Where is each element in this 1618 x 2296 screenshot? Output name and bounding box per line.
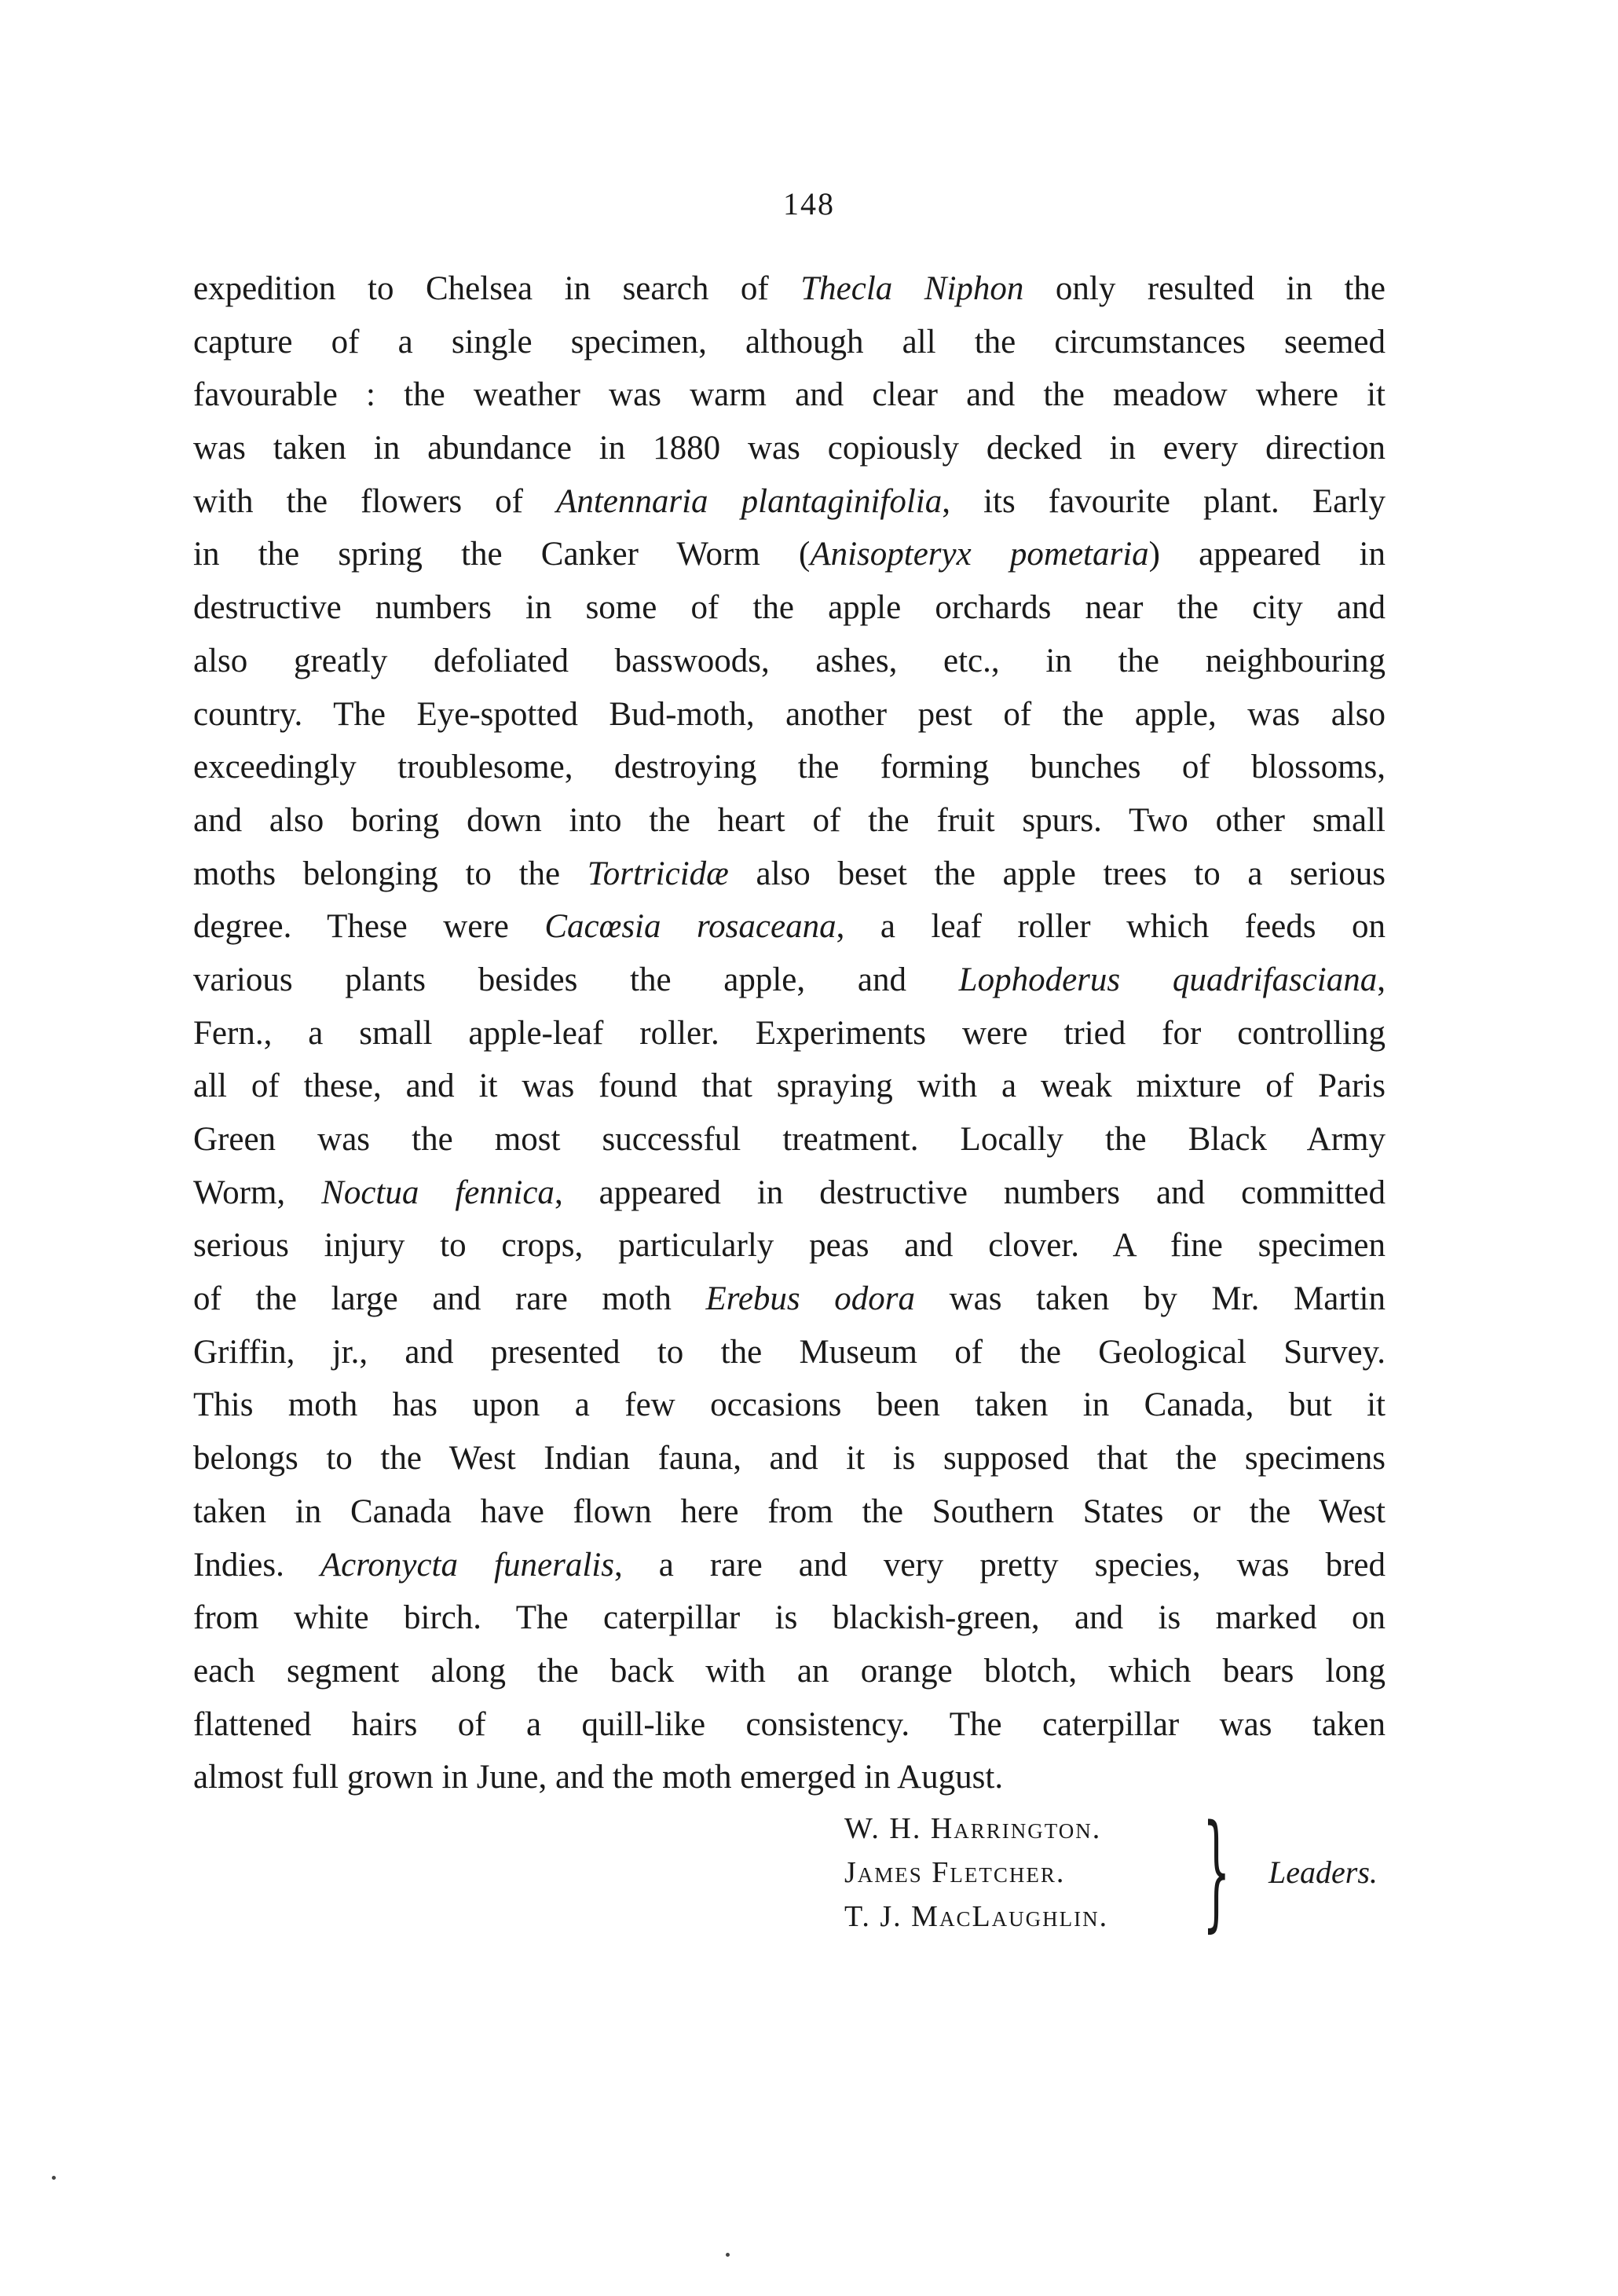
text-run: , a leaf roller which feeds on xyxy=(836,908,1386,946)
text-run: was taken by Mr. Martin xyxy=(915,1280,1386,1318)
text-line xyxy=(193,741,1386,794)
text-line xyxy=(193,422,1386,475)
text-run: from white birch. The caterpillar is blackish-green, and is marked on xyxy=(193,1599,1386,1637)
text-run: and also boring down into the heart of the fruit spurs. Two other small xyxy=(193,801,1386,839)
text-run: of the large and rare moth xyxy=(193,1280,706,1318)
text-line xyxy=(193,900,1386,954)
italic-taxon: Anisopteryx pometaria xyxy=(810,536,1149,573)
text-line xyxy=(193,954,1386,1007)
text-run: Fern., a small apple-leaf roller. Experiments were tried for controlling xyxy=(193,1014,1386,1052)
text-run: This moth has upon a few occasions been taken in Canada, but it xyxy=(193,1386,1386,1424)
text-run: various plants besides the apple, and xyxy=(193,961,959,998)
text-run: country. The Eye-spotted Bud-moth, another pest of the apple, was also xyxy=(193,695,1386,733)
text-line xyxy=(193,1166,1386,1220)
signatory-name: James Fletcher. xyxy=(844,1856,1066,1889)
text-line xyxy=(193,1432,1386,1485)
text-run: Green was the most successful treatment. Locally the Black Army xyxy=(193,1121,1386,1158)
text-run: favourable : the weather was warm and clear and the meadow where it xyxy=(193,376,1386,414)
stray-mark xyxy=(52,2176,56,2180)
text-run: also greatly defoliated basswoods, ashes, etc., in the neighbouring xyxy=(193,642,1386,679)
text-run: was taken in abundance in 1880 was copiously decked in every direction xyxy=(193,430,1386,467)
text-line xyxy=(193,1751,1386,1804)
text-run: , a rare and very pretty species, was bred xyxy=(613,1546,1386,1584)
text-line xyxy=(193,1591,1386,1645)
text-line xyxy=(193,581,1386,635)
signature-block xyxy=(844,1797,1410,1956)
italic-taxon: Cacœsia rosaceana xyxy=(544,908,836,946)
text-line xyxy=(193,1060,1386,1113)
text-line xyxy=(193,1113,1386,1166)
signatory-name: T. J. MacLaughlin. xyxy=(844,1900,1109,1933)
text-line xyxy=(193,262,1386,316)
text-run: destructive numbers in some of the apple orchards near the city and xyxy=(193,589,1386,627)
italic-taxon: Thecla Niphon xyxy=(800,270,1024,307)
text-line xyxy=(193,794,1386,848)
text-run: ) appeared in xyxy=(1148,536,1386,573)
text-run: all of these, and it was found that spraying with a weak mixture of Paris xyxy=(193,1067,1386,1105)
text-line xyxy=(193,1326,1386,1379)
text-run: serious injury to crops, particularly peas and clover. A fine specimen xyxy=(193,1227,1386,1265)
text-run: moths belonging to the xyxy=(193,855,588,892)
page-number: 148 xyxy=(783,186,835,222)
text-line xyxy=(193,1219,1386,1273)
text-run: also beset the apple trees to a serious xyxy=(728,855,1386,892)
italic-taxon: Lophoderus quadrifasciana xyxy=(958,961,1378,998)
text-run: expedition to Chelsea in search of xyxy=(193,270,801,307)
text-run: degree. These were xyxy=(193,908,545,946)
text-run: with the flowers of xyxy=(193,482,557,520)
text-line xyxy=(193,475,1386,529)
text-line xyxy=(193,635,1386,688)
text-line xyxy=(193,688,1386,742)
text-run: capture of a single specimen, although all the circumstances seemed xyxy=(193,323,1386,361)
brace-glyph: } xyxy=(1203,1797,1231,1944)
text-run: , its favourite plant. Early xyxy=(942,482,1386,520)
text-run: belongs to the West Indian fauna, and it is supposed that the specimens xyxy=(193,1440,1386,1478)
body-text xyxy=(193,262,1386,1804)
signatory-name: W. H. Harrington. xyxy=(844,1812,1102,1845)
text-run: Indies. xyxy=(193,1546,320,1584)
text-run: , appeared in destructive numbers and committed xyxy=(554,1174,1386,1211)
text-line xyxy=(193,1273,1386,1326)
text-line xyxy=(193,1007,1386,1060)
italic-taxon: Acronycta funeralis xyxy=(320,1546,614,1584)
italic-taxon: Tortricidæ xyxy=(587,855,729,892)
text-line xyxy=(193,316,1386,369)
text-line xyxy=(193,1485,1386,1539)
text-line xyxy=(193,528,1386,581)
italic-taxon: Antennaria plantaginifolia xyxy=(556,482,943,520)
text-run: each segment along the back with an orange blotch, which bears long xyxy=(193,1652,1386,1690)
text-line xyxy=(193,1645,1386,1698)
text-run: taken in Canada have flown here from the Southern States or the West xyxy=(193,1492,1386,1530)
text-run: Griffin, jr., and presented to the Museum of the Geological Survey. xyxy=(193,1333,1386,1371)
text-run: exceedingly troublesome, destroying the forming bunches of blossoms, xyxy=(193,749,1386,786)
text-line xyxy=(193,368,1386,422)
text-run: only resulted in the xyxy=(1023,270,1386,307)
stray-mark xyxy=(726,2253,730,2257)
text-line xyxy=(193,1539,1386,1592)
text-line xyxy=(193,1379,1386,1432)
italic-taxon: Noctua fennica xyxy=(321,1174,555,1211)
text-run: , xyxy=(1377,961,1386,998)
italic-taxon: Erebus odora xyxy=(705,1280,916,1318)
text-run: in the spring the Canker Worm ( xyxy=(193,536,811,573)
signatory-names xyxy=(844,1807,1108,1939)
text-run: Worm, xyxy=(193,1174,322,1211)
text-run: flattened hairs of a quill-like consistency. The caterpillar was taken xyxy=(193,1705,1386,1743)
text-run: almost full grown in June, and the moth emerged in August. xyxy=(193,1759,1004,1796)
text-line xyxy=(193,848,1386,901)
signatory-role: Leaders. xyxy=(1268,1855,1378,1890)
text-line xyxy=(193,1698,1386,1752)
